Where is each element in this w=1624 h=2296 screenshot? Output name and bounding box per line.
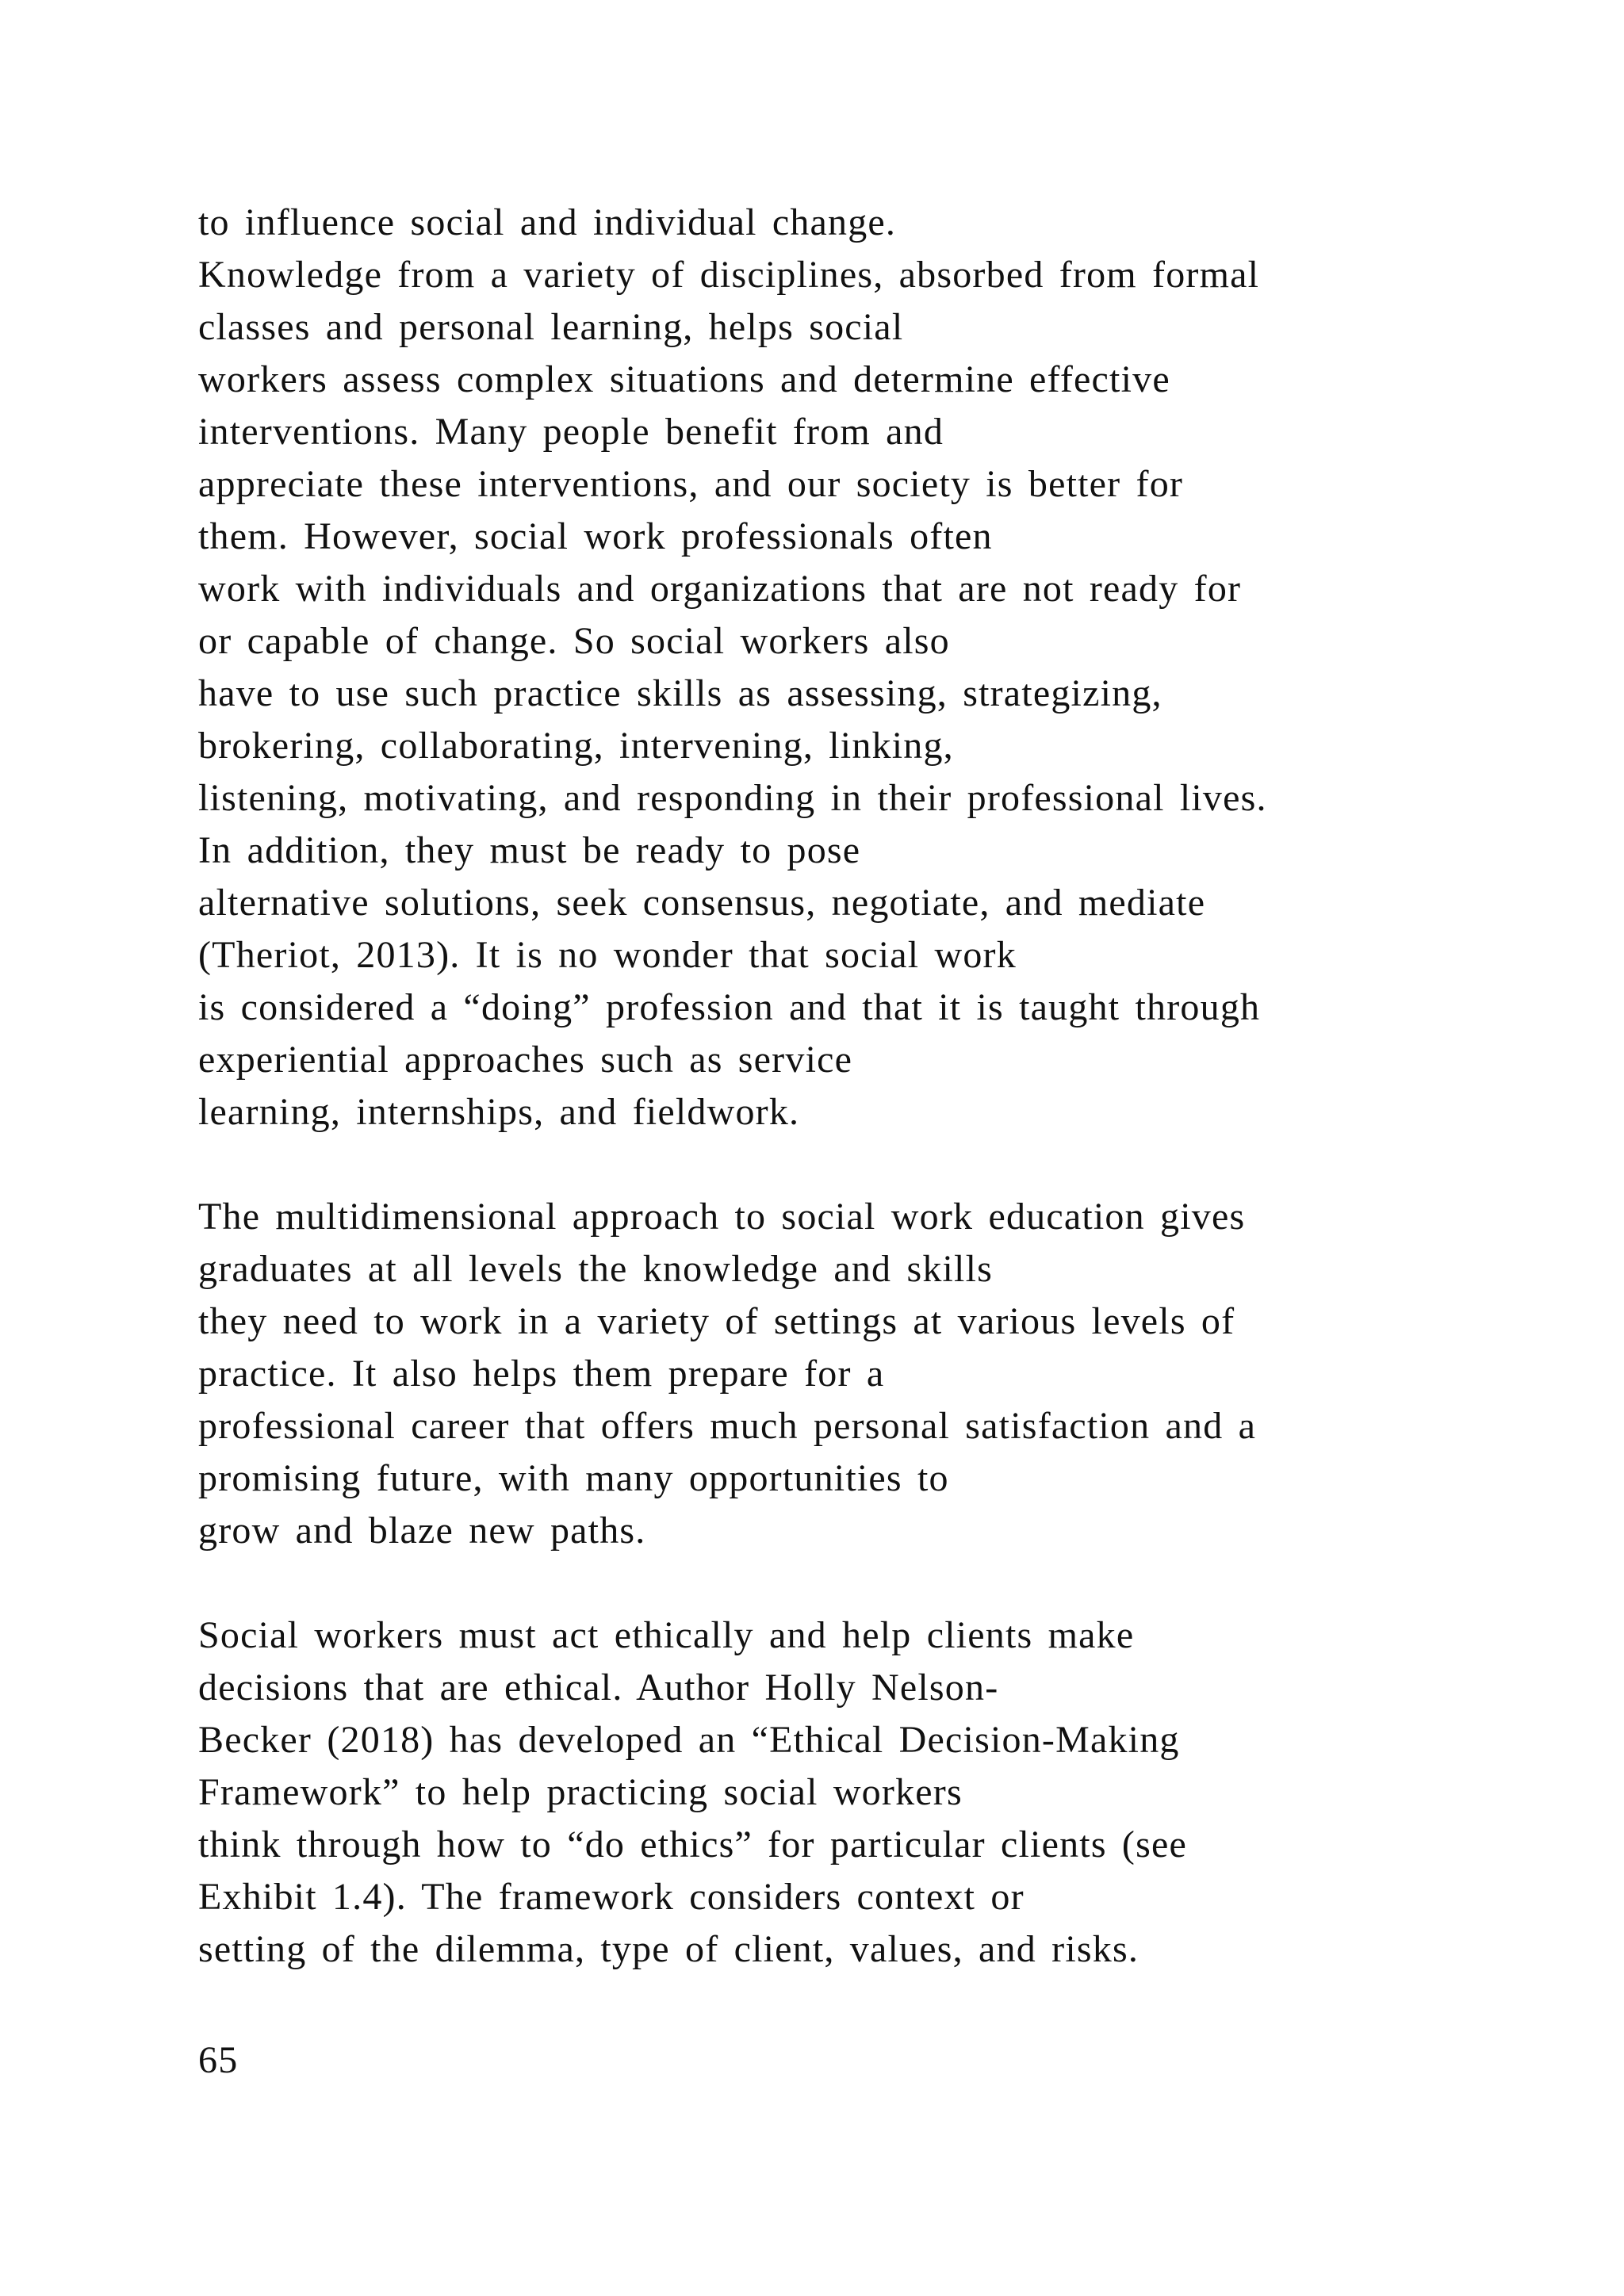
text-line: decisions that are ethical. Author Holly Nelson- xyxy=(198,1667,999,1709)
text-line: listening, motivating, and responding in their professional lives. xyxy=(198,777,1267,819)
paragraph-1 xyxy=(198,197,1546,1138)
text-line: In addition, they must be ready to pose xyxy=(198,829,861,871)
text-line: alternative solutions, seek consensus, negotiate, and mediate xyxy=(198,882,1206,924)
text-line: (Theriot, 2013). It is no wonder that social work xyxy=(198,934,1017,976)
paragraph-spacer xyxy=(198,1557,1546,1609)
text-line: have to use such practice skills as assessing, strategizing, xyxy=(198,672,1162,714)
text-line: or capable of change. So social workers also xyxy=(198,620,950,662)
paragraph-spacer xyxy=(198,1138,1546,1191)
text-line: promising future, with many opportunities to xyxy=(198,1457,949,1499)
page-number: 65 xyxy=(198,2039,239,2081)
text-line: work with individuals and organizations that are not ready for xyxy=(198,568,1242,610)
text-line: brokering, collaborating, intervening, linking, xyxy=(198,725,954,767)
text-line: classes and personal learning, helps social xyxy=(198,306,904,348)
text-line: The multidimensional approach to social work education gives xyxy=(198,1196,1246,1238)
text-line: appreciate these interventions, and our society is better for xyxy=(198,463,1184,505)
text-line: Knowledge from a variety of disciplines, absorbed from formal xyxy=(198,254,1260,296)
text-line: think through how to “do ethics” for particular clients (see xyxy=(198,1823,1187,1866)
text-line: grow and blaze new paths. xyxy=(198,1510,646,1552)
text-line: professional career that offers much personal satisfaction and a xyxy=(198,1405,1257,1447)
text-line: learning, internships, and fieldwork. xyxy=(198,1091,800,1133)
text-line: Framework” to help practicing social workers xyxy=(198,1771,963,1813)
text-line: Social workers must act ethically and help clients make xyxy=(198,1614,1135,1656)
text-line: Becker (2018) has developed an “Ethical Decision-Making xyxy=(198,1719,1180,1761)
text-line: setting of the dilemma, type of client, values, and risks. xyxy=(198,1928,1139,1970)
paragraph-2 xyxy=(198,1191,1546,1557)
text-line: they need to work in a variety of settings at various levels of xyxy=(198,1300,1235,1342)
paragraph-3 xyxy=(198,1609,1546,1976)
text-line: is considered a “doing” profession and that it is taught through xyxy=(198,986,1261,1028)
text-line: them. However, social work professionals often xyxy=(198,515,993,557)
body-text xyxy=(198,197,1546,1976)
text-line: interventions. Many people benefit from and xyxy=(198,411,944,453)
text-line: to influence social and individual change. xyxy=(198,201,897,243)
text-line: workers assess complex situations and determine effective xyxy=(198,358,1170,400)
text-line: Exhibit 1.4). The framework considers context or xyxy=(198,1876,1025,1918)
text-line: experiential approaches such as service xyxy=(198,1039,853,1081)
text-line: practice. It also helps them prepare for a xyxy=(198,1353,885,1395)
text-line: graduates at all levels the knowledge and skills xyxy=(198,1248,994,1290)
